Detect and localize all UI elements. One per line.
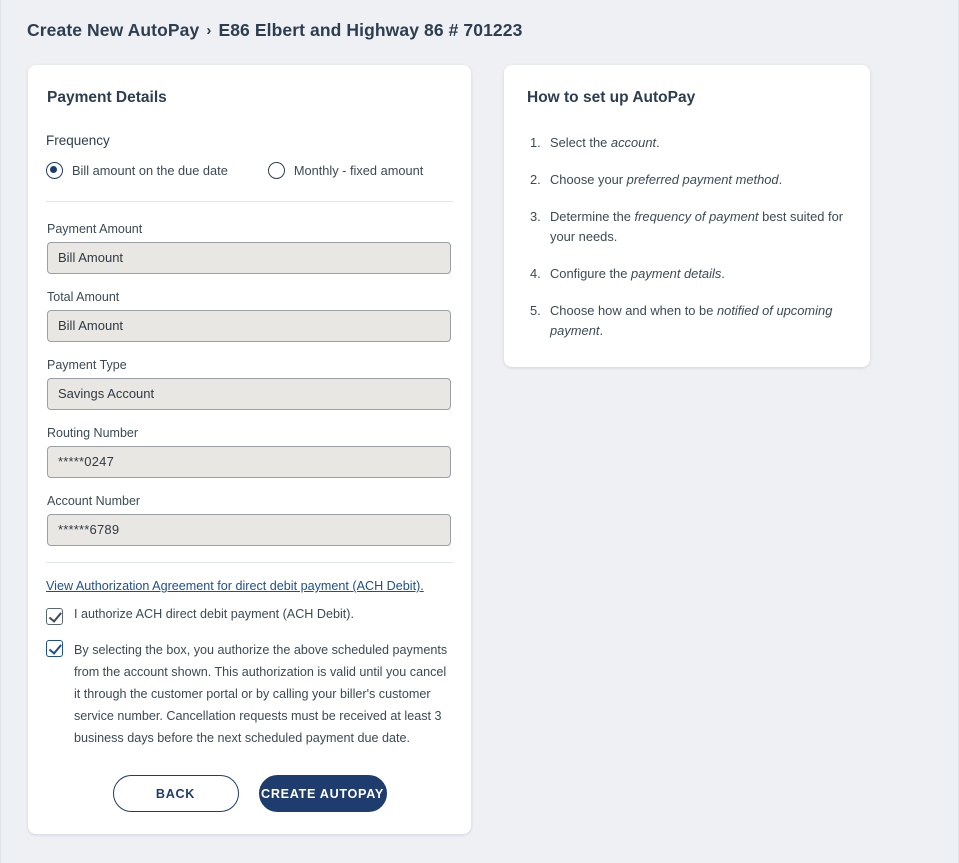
payment-type-label: Payment Type xyxy=(47,358,127,372)
create-autopay-button[interactable]: CREATE AUTOPAY xyxy=(259,775,387,812)
how-to-step xyxy=(546,264,848,284)
consent-terms-row[interactable] xyxy=(46,639,453,749)
step-text-tail: best suited for your needs. xyxy=(550,209,844,244)
consent-ach-text: I authorize ACH direct debit payment (ACH Debit). xyxy=(74,607,354,621)
radio-label: Monthly - fixed amount xyxy=(293,163,424,178)
checkbox-icon-ach[interactable] xyxy=(46,608,63,625)
payment-type-input[interactable]: Savings Account xyxy=(47,378,451,410)
step-text-tail: . xyxy=(599,323,604,338)
step-text-tail: . xyxy=(721,266,725,281)
form-actions xyxy=(46,775,453,812)
fields-group xyxy=(46,222,453,546)
authorization-agreement-link[interactable]: View Authorization Agreement for direct debit payment (ACH Debit). xyxy=(46,579,424,593)
consent-ach-row[interactable] xyxy=(46,607,453,625)
step-text: Choose how and when to be xyxy=(550,303,717,318)
step-emphasis: payment details xyxy=(630,266,722,281)
step-text-tail: . xyxy=(778,172,783,187)
consent-terms-text: By selecting the box, you authorize the above scheduled payments from the account shown. This authorization is valid until you cancel it through the customer portal or by calling your biller's customer service number. Cancellation requests must be received at least 3 business days before the next scheduled payment due date. xyxy=(74,643,448,746)
step-text: Select the xyxy=(550,135,611,150)
payment-details-title: Payment Details xyxy=(47,89,167,106)
total-amount-label: Total Amount xyxy=(47,290,120,304)
divider-top xyxy=(46,201,453,202)
radio-label: Bill amount on the due date xyxy=(72,163,228,178)
breadcrumb-current: E86 Elbert and Highway 86 # 701223 xyxy=(218,20,523,40)
radio-icon-unselected[interactable] xyxy=(268,162,285,179)
step-emphasis: preferred payment method xyxy=(626,172,779,187)
step-emphasis: frequency of payment xyxy=(634,209,759,224)
step-text: Configure the xyxy=(550,266,631,281)
radio-option-bill-amount-due-date[interactable] xyxy=(46,162,228,179)
step-text: Choose your xyxy=(550,172,627,187)
how-to-step xyxy=(546,301,848,341)
how-to-steps-list xyxy=(526,133,848,341)
account-number-label: Account Number xyxy=(47,494,141,508)
frequency-radio-group xyxy=(46,162,453,179)
how-to-title: How to set up AutoPay xyxy=(527,89,696,106)
how-to-step xyxy=(546,133,848,153)
radio-option-monthly-fixed[interactable] xyxy=(268,162,423,179)
content-columns xyxy=(1,41,958,834)
payment-amount-label: Payment Amount xyxy=(47,222,143,236)
step-emphasis: account xyxy=(610,135,657,150)
how-to-step xyxy=(546,207,848,247)
breadcrumb xyxy=(1,0,958,41)
payment-details-card xyxy=(28,65,471,834)
divider-bottom xyxy=(46,562,453,563)
breadcrumb-root[interactable]: Create New AutoPay xyxy=(27,20,200,40)
routing-number-label: Routing Number xyxy=(47,426,139,440)
step-text: Determine the xyxy=(550,209,635,224)
how-to-card xyxy=(504,65,870,367)
routing-number-input[interactable]: *****0247 xyxy=(47,446,451,478)
payment-amount-input[interactable]: Bill Amount xyxy=(47,242,451,274)
how-to-step xyxy=(546,170,848,190)
checkbox-icon-terms[interactable] xyxy=(46,640,63,657)
radio-icon-selected[interactable] xyxy=(46,162,63,179)
frequency-label: Frequency xyxy=(46,133,110,148)
step-emphasis: notified of upcoming payment xyxy=(550,303,833,338)
chevron-right-icon: › xyxy=(206,22,212,39)
step-text-tail: . xyxy=(656,135,660,150)
back-button[interactable]: BACK xyxy=(113,775,239,812)
total-amount-input[interactable]: Bill Amount xyxy=(47,310,451,342)
account-number-input[interactable]: ******6789 xyxy=(47,514,451,546)
